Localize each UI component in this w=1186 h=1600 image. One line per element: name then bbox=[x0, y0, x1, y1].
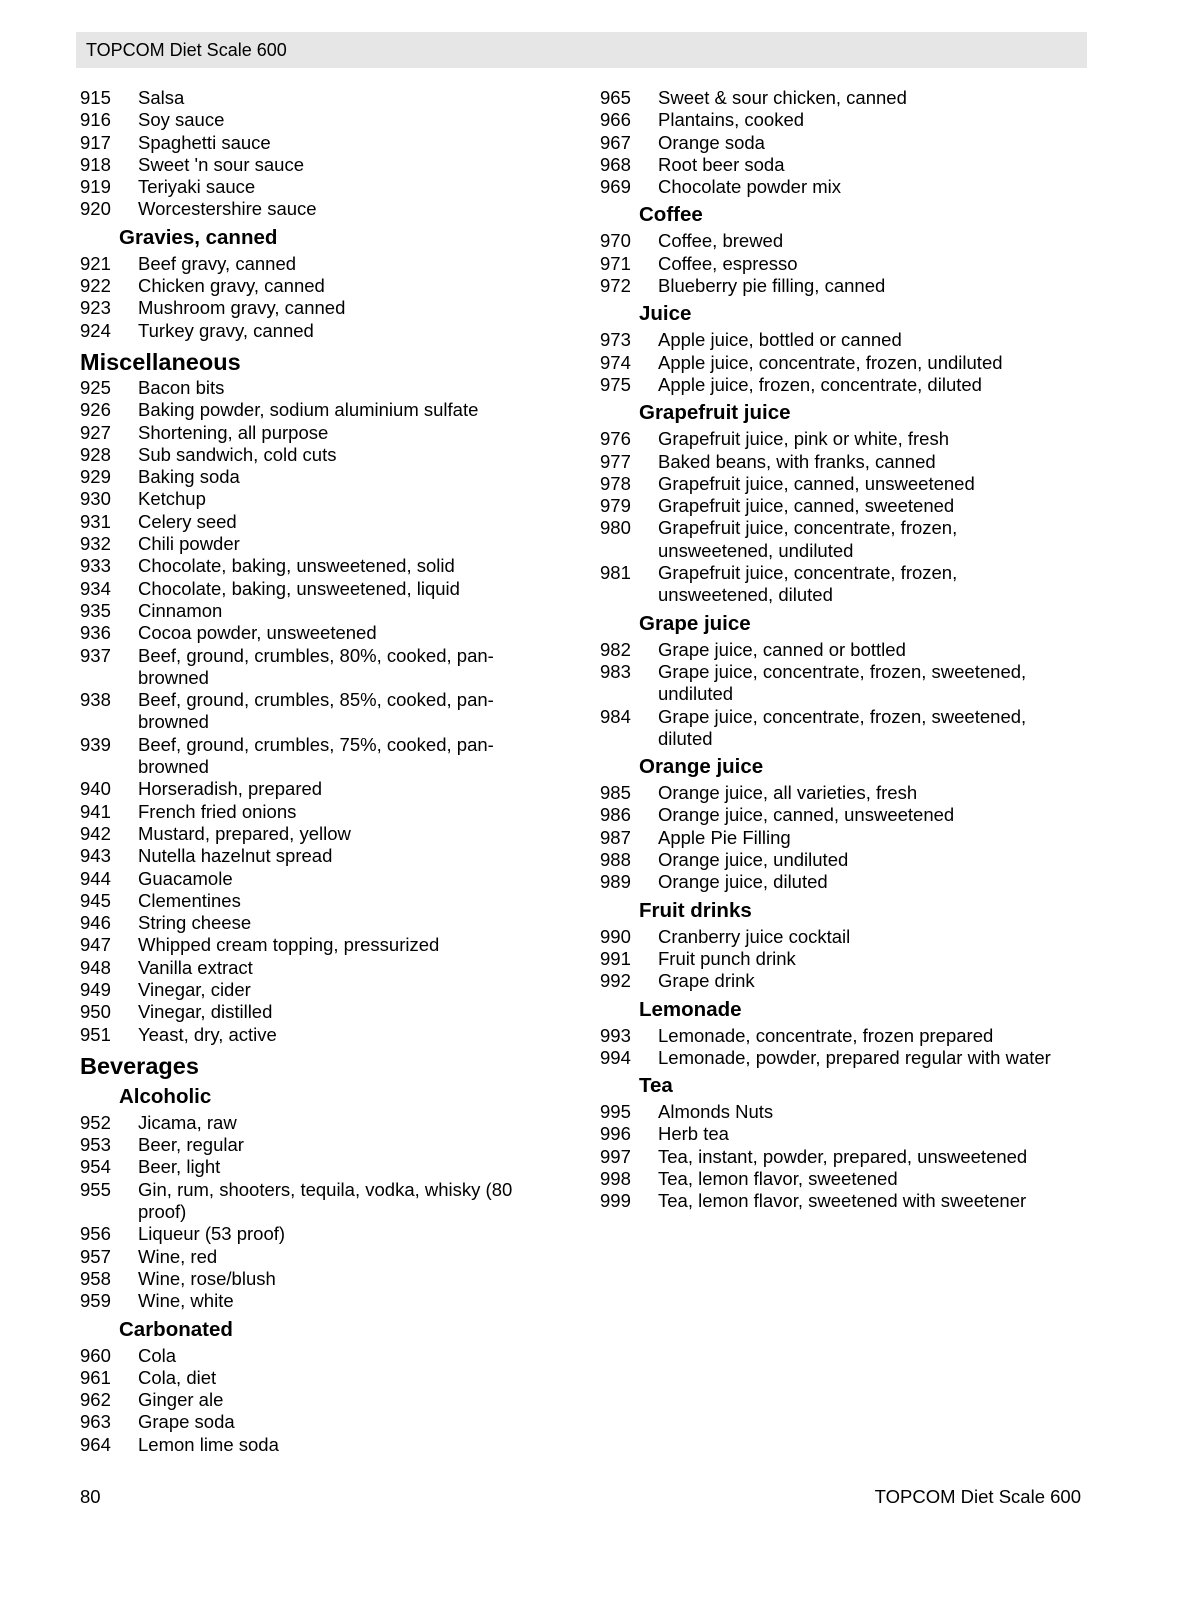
food-entry bbox=[600, 451, 1070, 473]
food-entry bbox=[600, 176, 1070, 198]
food-entry bbox=[600, 428, 1070, 450]
food-entry bbox=[80, 422, 550, 444]
food-entry bbox=[80, 1434, 550, 1456]
food-code: 916 bbox=[80, 109, 111, 131]
food-code: 954 bbox=[80, 1156, 111, 1178]
food-name: Yeast, dry, active bbox=[138, 1023, 277, 1045]
food-name: Cinnamon bbox=[138, 599, 223, 621]
food-entry bbox=[600, 374, 1070, 396]
food-code: 968 bbox=[600, 153, 631, 175]
food-entry bbox=[600, 782, 1070, 804]
food-entry bbox=[80, 399, 550, 421]
food-code: 974 bbox=[600, 351, 631, 373]
food-code: 965 bbox=[600, 87, 631, 108]
food-name: Salsa bbox=[138, 87, 185, 108]
food-entry bbox=[80, 511, 550, 533]
food-name: Vinegar, distilled bbox=[138, 1001, 273, 1023]
food-code: 984 bbox=[600, 705, 631, 727]
food-code: 939 bbox=[80, 733, 111, 755]
food-entry bbox=[80, 1268, 550, 1290]
food-name: Baking soda bbox=[138, 466, 240, 488]
subsection-heading: Gravies, canned bbox=[119, 225, 278, 249]
food-name: Coffee, espresso bbox=[658, 252, 798, 274]
food-name: Lemonade, powder, prepared regular with water bbox=[658, 1046, 1051, 1068]
food-entry bbox=[600, 827, 1070, 849]
page-header bbox=[76, 32, 1087, 68]
food-name: Wine, rose/blush bbox=[138, 1267, 276, 1289]
food-name: Tea, lemon flavor, sweetened with sweetener bbox=[658, 1190, 1027, 1212]
food-code: 990 bbox=[600, 925, 631, 947]
food-entry bbox=[600, 1025, 1070, 1047]
food-code: 977 bbox=[600, 450, 631, 472]
subsection-heading: Orange juice bbox=[639, 755, 764, 779]
food-code: 978 bbox=[600, 472, 631, 494]
food-name: Apple Pie Filling bbox=[658, 826, 791, 848]
left-column bbox=[80, 87, 550, 1456]
food-code: 943 bbox=[80, 845, 111, 867]
food-code: 975 bbox=[600, 373, 631, 395]
food-name: Almonds Nuts bbox=[658, 1101, 774, 1123]
food-code: 935 bbox=[80, 599, 111, 621]
food-entry bbox=[80, 297, 550, 319]
food-name: Grape soda bbox=[138, 1411, 235, 1433]
food-entry bbox=[80, 934, 550, 956]
food-name: Sweet & sour chicken, canned bbox=[658, 87, 907, 108]
food-name: Root beer soda bbox=[658, 153, 785, 175]
food-code: 979 bbox=[600, 495, 631, 517]
food-code: 970 bbox=[600, 230, 631, 252]
right-column bbox=[600, 87, 1070, 1213]
food-code: 961 bbox=[80, 1366, 111, 1388]
food-entry bbox=[600, 329, 1070, 351]
food-code: 958 bbox=[80, 1267, 111, 1289]
food-entry bbox=[600, 1168, 1070, 1190]
food-entry bbox=[80, 1134, 550, 1156]
food-code: 917 bbox=[80, 131, 111, 153]
food-name: Lemonade, concentrate, frozen prepared bbox=[658, 1024, 994, 1046]
food-entry bbox=[80, 198, 550, 220]
food-code: 995 bbox=[600, 1101, 631, 1123]
food-name: Jicama, raw bbox=[138, 1111, 237, 1133]
food-entry bbox=[80, 320, 550, 342]
food-entry bbox=[600, 970, 1070, 992]
food-entry bbox=[80, 979, 550, 1001]
food-name: Grapefruit juice, canned, sweetened bbox=[658, 495, 955, 517]
food-entry bbox=[600, 562, 1070, 607]
food-name: Herb tea bbox=[658, 1123, 729, 1145]
subsection-heading: Coffee bbox=[639, 203, 703, 227]
food-code: 991 bbox=[600, 947, 631, 969]
food-entry bbox=[80, 912, 550, 934]
food-name: Sub sandwich, cold cuts bbox=[138, 443, 337, 465]
food-entry bbox=[80, 622, 550, 644]
food-name: Beef, ground, crumbles, 80%, cooked, pan-browned bbox=[138, 644, 494, 688]
food-name: Sweet 'n sour sauce bbox=[138, 153, 305, 175]
food-code: 956 bbox=[80, 1223, 111, 1245]
subsection-heading: Juice bbox=[639, 302, 692, 326]
subsection-heading: Tea bbox=[639, 1074, 673, 1098]
food-name: Tea, instant, powder, prepared, unsweetened bbox=[658, 1145, 1028, 1167]
food-code: 920 bbox=[80, 198, 111, 220]
food-name: Celery seed bbox=[138, 510, 237, 532]
footer-title: TOPCOM Diet Scale 600 bbox=[874, 1486, 1081, 1507]
food-name: Coffee, brewed bbox=[658, 230, 784, 252]
food-name: Worcestershire sauce bbox=[138, 198, 317, 220]
food-code: 955 bbox=[80, 1178, 111, 1200]
food-entry bbox=[600, 849, 1070, 871]
food-name: Cranberry juice cocktail bbox=[658, 925, 851, 947]
subsection-heading: Alcoholic bbox=[119, 1084, 212, 1108]
food-name: Cola bbox=[138, 1344, 177, 1366]
food-name: Grapefruit juice, concentrate, frozen, unsweetened, diluted bbox=[658, 562, 958, 606]
food-code: 976 bbox=[600, 428, 631, 450]
food-entry bbox=[80, 1001, 550, 1023]
food-name: Grape juice, canned or bottled bbox=[658, 638, 906, 660]
food-name: Teriyaki sauce bbox=[138, 176, 256, 198]
food-name: Turkey gravy, canned bbox=[138, 319, 314, 341]
food-name: Apple juice, frozen, concentrate, diluted bbox=[658, 373, 982, 395]
food-entry bbox=[600, 253, 1070, 275]
food-entry bbox=[600, 109, 1070, 131]
food-entry bbox=[600, 517, 1070, 562]
food-code: 953 bbox=[80, 1134, 111, 1156]
food-code: 952 bbox=[80, 1111, 111, 1133]
food-entry bbox=[600, 154, 1070, 176]
food-code: 938 bbox=[80, 689, 111, 711]
food-name: Gin, rum, shooters, tequila, vodka, whisky (80 proof) bbox=[138, 1178, 513, 1223]
food-code: 964 bbox=[80, 1433, 111, 1455]
food-entry bbox=[600, 1123, 1070, 1145]
food-name: Mushroom gravy, canned bbox=[138, 297, 346, 319]
food-name: Grape juice, concentrate, frozen, sweetened, diluted bbox=[658, 705, 1027, 749]
food-code: 932 bbox=[80, 533, 111, 555]
food-code: 986 bbox=[600, 804, 631, 826]
food-code: 959 bbox=[80, 1290, 111, 1312]
subsection-heading: Grape juice bbox=[639, 611, 751, 635]
subsection-heading: Fruit drinks bbox=[639, 898, 752, 922]
food-entry bbox=[600, 473, 1070, 495]
food-entry bbox=[80, 845, 550, 867]
food-code: 950 bbox=[80, 1001, 111, 1023]
food-entry bbox=[80, 578, 550, 600]
food-code: 937 bbox=[80, 644, 111, 666]
food-name: Clementines bbox=[138, 889, 241, 911]
food-code: 944 bbox=[80, 867, 111, 889]
subsection-heading: Carbonated bbox=[119, 1317, 233, 1341]
food-name: Plantains, cooked bbox=[658, 109, 805, 131]
food-entry bbox=[600, 948, 1070, 970]
food-entry bbox=[80, 555, 550, 577]
food-entry bbox=[80, 132, 550, 154]
food-entry bbox=[80, 466, 550, 488]
food-code: 918 bbox=[80, 153, 111, 175]
food-entry bbox=[80, 377, 550, 399]
food-entry bbox=[80, 1246, 550, 1268]
food-name: Chocolate powder mix bbox=[658, 176, 842, 198]
food-entry bbox=[80, 778, 550, 800]
food-code: 929 bbox=[80, 466, 111, 488]
food-entry bbox=[80, 253, 550, 275]
food-code: 998 bbox=[600, 1167, 631, 1189]
food-name: Lemon lime soda bbox=[138, 1433, 279, 1455]
food-entry bbox=[80, 444, 550, 466]
food-code: 924 bbox=[80, 319, 111, 341]
food-code: 941 bbox=[80, 800, 111, 822]
food-name: Beef gravy, canned bbox=[138, 252, 297, 274]
food-name: Grape drink bbox=[658, 970, 755, 992]
food-name: Beer, light bbox=[138, 1156, 221, 1178]
food-entry bbox=[80, 154, 550, 176]
food-name: Soy sauce bbox=[138, 109, 225, 131]
header-title: TOPCOM Diet Scale 600 bbox=[86, 40, 287, 60]
food-code: 919 bbox=[80, 176, 111, 198]
food-entry bbox=[80, 109, 550, 131]
food-name: French fried onions bbox=[138, 800, 297, 822]
food-code: 996 bbox=[600, 1123, 631, 1145]
food-name: Nutella hazelnut spread bbox=[138, 845, 333, 867]
food-name: Whipped cream topping, pressurized bbox=[138, 934, 440, 956]
food-name: Beef, ground, crumbles, 75%, cooked, pan-browned bbox=[138, 733, 494, 778]
food-entry bbox=[80, 87, 550, 109]
food-name: Cola, diet bbox=[138, 1366, 217, 1388]
food-code: 922 bbox=[80, 275, 111, 297]
food-entry bbox=[80, 734, 550, 779]
food-code: 923 bbox=[80, 297, 111, 319]
section-heading: Beverages bbox=[80, 1052, 199, 1079]
food-code: 946 bbox=[80, 912, 111, 934]
page-number: 80 bbox=[80, 1486, 101, 1507]
food-entry bbox=[600, 275, 1070, 297]
food-code: 963 bbox=[80, 1411, 111, 1433]
subsection-heading: Grapefruit juice bbox=[639, 401, 791, 425]
food-entry bbox=[600, 639, 1070, 661]
food-name: Shortening, all purpose bbox=[138, 421, 329, 443]
food-name: Orange juice, undiluted bbox=[658, 849, 849, 871]
food-code: 926 bbox=[80, 399, 111, 421]
food-code: 930 bbox=[80, 488, 111, 510]
food-code: 989 bbox=[600, 871, 631, 893]
food-name: Ketchup bbox=[138, 488, 206, 510]
food-code: 981 bbox=[600, 562, 631, 584]
food-code: 973 bbox=[600, 329, 631, 351]
food-code: 921 bbox=[80, 252, 111, 274]
food-entry bbox=[600, 352, 1070, 374]
food-entry bbox=[80, 600, 550, 622]
food-code: 992 bbox=[600, 970, 631, 992]
food-entry bbox=[80, 868, 550, 890]
food-entry bbox=[600, 1190, 1070, 1212]
food-name: Spaghetti sauce bbox=[138, 131, 271, 153]
food-code: 994 bbox=[600, 1046, 631, 1068]
food-code: 915 bbox=[80, 87, 111, 108]
food-code: 942 bbox=[80, 822, 111, 844]
food-name: Orange juice, canned, unsweetened bbox=[658, 804, 955, 826]
food-code: 948 bbox=[80, 956, 111, 978]
food-name: Guacamole bbox=[138, 867, 233, 889]
food-name: Bacon bits bbox=[138, 376, 225, 398]
food-entry bbox=[80, 1367, 550, 1389]
food-code: 988 bbox=[600, 849, 631, 871]
food-name: Grapefruit juice, pink or white, fresh bbox=[658, 428, 949, 450]
food-name: Vinegar, cider bbox=[138, 978, 251, 1000]
food-code: 969 bbox=[600, 176, 631, 198]
food-code: 936 bbox=[80, 622, 111, 644]
food-code: 931 bbox=[80, 510, 111, 532]
food-name: Mustard, prepared, yellow bbox=[138, 822, 351, 844]
food-name: Grape juice, concentrate, frozen, sweetened, undiluted bbox=[658, 660, 1027, 705]
food-code: 928 bbox=[80, 443, 111, 465]
food-name: Beer, regular bbox=[138, 1134, 244, 1156]
food-code: 933 bbox=[80, 555, 111, 577]
food-entry bbox=[80, 645, 550, 690]
food-name: Baked beans, with franks, canned bbox=[658, 450, 936, 472]
food-entry bbox=[80, 1112, 550, 1134]
food-name: Chili powder bbox=[138, 533, 240, 555]
food-code: 960 bbox=[80, 1344, 111, 1366]
section-heading: Miscellaneous bbox=[80, 348, 241, 375]
subsection-heading: Lemonade bbox=[639, 997, 742, 1021]
food-entry bbox=[80, 689, 550, 734]
food-entry bbox=[80, 176, 550, 198]
food-name: Cocoa powder, unsweetened bbox=[138, 622, 377, 644]
food-name: Apple juice, bottled or canned bbox=[658, 329, 902, 351]
food-code: 993 bbox=[600, 1024, 631, 1046]
food-code: 982 bbox=[600, 638, 631, 660]
food-code: 957 bbox=[80, 1245, 111, 1267]
food-entry bbox=[600, 1101, 1070, 1123]
food-name: Wine, white bbox=[138, 1290, 234, 1312]
food-entry bbox=[80, 488, 550, 510]
food-entry bbox=[80, 533, 550, 555]
food-code: 980 bbox=[600, 517, 631, 539]
food-entry bbox=[80, 1156, 550, 1178]
food-entry bbox=[80, 823, 550, 845]
food-name: Fruit punch drink bbox=[658, 947, 796, 969]
food-name: Grapefruit juice, canned, unsweetened bbox=[658, 472, 975, 494]
food-entry bbox=[600, 1146, 1070, 1168]
food-name: Chocolate, baking, unsweetened, liquid bbox=[138, 577, 460, 599]
food-code: 940 bbox=[80, 778, 111, 800]
food-entry bbox=[80, 1345, 550, 1367]
food-entry bbox=[600, 132, 1070, 154]
food-name: Orange juice, diluted bbox=[658, 871, 828, 893]
food-name: Apple juice, concentrate, frozen, undiluted bbox=[658, 351, 1003, 373]
food-name: Chocolate, baking, unsweetened, solid bbox=[138, 555, 455, 577]
food-name: Ginger ale bbox=[138, 1389, 224, 1411]
food-code: 934 bbox=[80, 577, 111, 599]
food-code: 997 bbox=[600, 1145, 631, 1167]
food-name: Baking powder, sodium aluminium sulfate bbox=[138, 399, 479, 421]
food-entry bbox=[80, 1179, 550, 1224]
food-code: 927 bbox=[80, 421, 111, 443]
food-entry bbox=[600, 230, 1070, 252]
food-name: Beef, ground, crumbles, 85%, cooked, pan-browned bbox=[138, 689, 494, 733]
food-entry bbox=[80, 1290, 550, 1312]
food-code: 962 bbox=[80, 1389, 111, 1411]
food-code: 985 bbox=[600, 782, 631, 804]
food-code: 999 bbox=[600, 1190, 631, 1212]
food-code: 987 bbox=[600, 826, 631, 848]
food-entry bbox=[600, 804, 1070, 826]
food-name: Tea, lemon flavor, sweetened bbox=[658, 1167, 898, 1189]
food-code: 967 bbox=[600, 131, 631, 153]
food-code: 971 bbox=[600, 252, 631, 274]
food-code: 983 bbox=[600, 660, 631, 682]
food-name: Horseradish, prepared bbox=[138, 778, 323, 800]
food-entry bbox=[80, 275, 550, 297]
food-entry bbox=[80, 957, 550, 979]
food-entry bbox=[600, 495, 1070, 517]
food-entry bbox=[600, 706, 1070, 751]
food-name: Grapefruit juice, concentrate, frozen, unsweetened, undiluted bbox=[658, 517, 958, 561]
food-entry bbox=[600, 1047, 1070, 1069]
food-entry bbox=[80, 1024, 550, 1046]
food-code: 945 bbox=[80, 889, 111, 911]
food-code: 966 bbox=[600, 109, 631, 131]
food-code: 951 bbox=[80, 1023, 111, 1045]
food-name: Liqueur (53 proof) bbox=[138, 1223, 286, 1245]
food-name: Blueberry pie filling, canned bbox=[658, 275, 886, 297]
food-code: 972 bbox=[600, 275, 631, 297]
food-name: Orange soda bbox=[658, 131, 765, 153]
food-name: String cheese bbox=[138, 912, 252, 934]
food-entry bbox=[80, 1223, 550, 1245]
food-entry bbox=[80, 1411, 550, 1433]
food-entry bbox=[80, 1389, 550, 1411]
food-name: Chicken gravy, canned bbox=[138, 275, 325, 297]
food-entry bbox=[600, 87, 1070, 109]
food-entry bbox=[600, 871, 1070, 893]
food-entry bbox=[80, 890, 550, 912]
food-code: 925 bbox=[80, 376, 111, 398]
food-entry bbox=[600, 661, 1070, 706]
food-name: Vanilla extract bbox=[138, 956, 253, 978]
food-entry bbox=[600, 926, 1070, 948]
food-name: Wine, red bbox=[138, 1245, 218, 1267]
food-code: 947 bbox=[80, 934, 111, 956]
food-name: Orange juice, all varieties, fresh bbox=[658, 782, 918, 804]
food-entry bbox=[80, 801, 550, 823]
food-code: 949 bbox=[80, 978, 111, 1000]
